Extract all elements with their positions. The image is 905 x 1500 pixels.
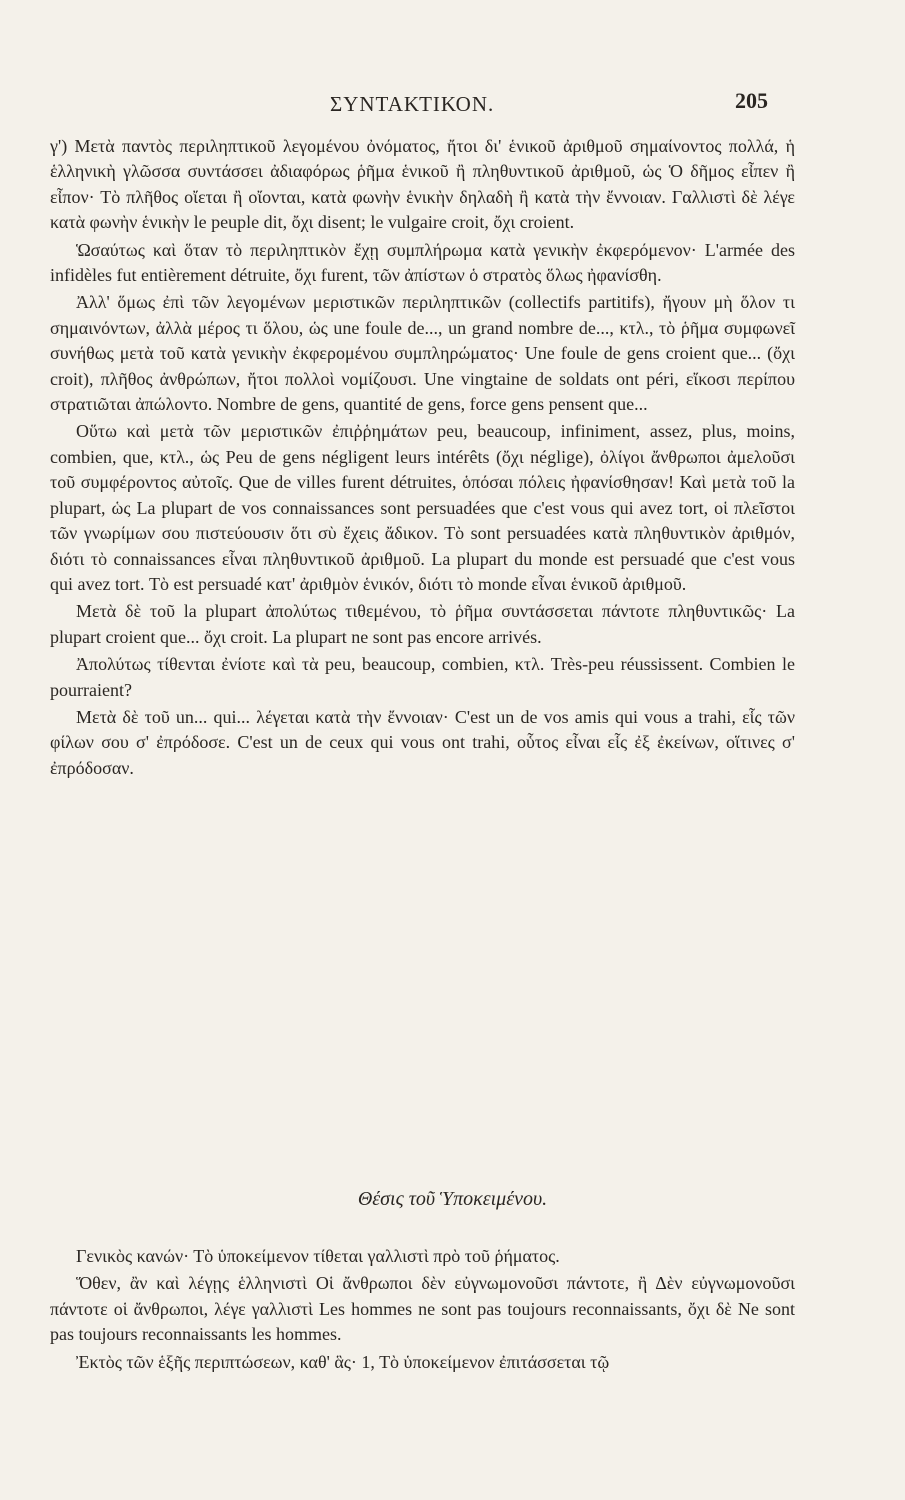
paragraph: Μετὰ δὲ τοῦ un... qui... λέγεται κατὰ τὴν ἔννοιαν· C'est un de vos amis qui vous a trahi, εἷς τῶν φίλων σου σ' ἐπρόδοσε. C'est un de ceux qui vous ont trahi, οὗτος εἶναι εἷς ἐξ ἐκείνων, οἵτινες σ' ἐπρόδοσαν.: [50, 706, 795, 778]
running-title: ΣΥΝΤΑΚΤΙΚΟΝ.: [330, 92, 495, 116]
paragraph: γ') Μετὰ παντὸς περιληπτικοῦ λεγομένου ὀνόματος, ἤτοι δι' ἑνικοῦ ἀριθμοῦ σημαίνοντος πολλά, ἡ ἑλληνικὴ γλῶσσα συντάσσει ἀδιαφόρως ῥῆμα ἑνικοῦ ἢ πληθυντικοῦ ἀριθμοῦ, ὡς Ὁ δῆμος εἶπεν ἢ εἶπον· Τὸ πλῆθος οἴεται ἢ οἴονται, κατὰ φωνὴν ἑνικὴν δηλαδὴ ἢ κατὰ τὴν ἔννοιαν. Γαλλιστὶ δὲ λέγε κατὰ φωνὴν ἑνικὴν le peuple dit, ὄχι disent; le vulgaire croit, ὄχι croient.: [50, 136, 795, 233]
paragraph: Ἐκτὸς τῶν ἑξῆς περιπτώσεων, καθ' ἃς· 1, Τὸ ὑποκείμενον ἐπιτάσσεται τῷ: [76, 1351, 610, 1372]
running-head: [0, 88, 905, 122]
paragraph: Γενικὸς κανών· Τὸ ὑποκείμενον τίθεται γαλλιστὶ πρὸ τοῦ ῥήματος.: [76, 1246, 560, 1266]
paragraph: Οὕτω καὶ μετὰ τῶν μεριστικῶν ἐπιῤῥημάτων peu, beaucoup, infiniment, assez, plus, moins, combien, que, κτλ., ὡς Peu de gens négligent leurs intérêts (ὄχι néglige), ὀλίγοι ἄνθρωποι ἀμελοῦσι τοῦ συμφέροντος αὐτοῖς. Que de villes furent détruites, ὁπόσαι πόλεις ἠφανίσθησαν! Καὶ μετὰ τοῦ la plupart, ὡς La plupart de vos connaissances sont persuadées que c'est vous qui avez tort, οἱ πλεῖστοι τῶν γνωρίμων σου πιστεύουσιν ὅτι σὺ ἔχεις ἄδικον. Τὸ sont persuadées κατὰ πληθυντικὸν ἀριθμόν, διότι τὸ connaissances εἶναι πληθυντικοῦ ἀριθμοῦ. La plupart du monde est persuadé que c'est vous qui avez tort. Τὸ est persuadé κατ' ἀριθμὸν ἑνικόν, διότι τὸ monde εἶναι ἑνικοῦ ἀριθμοῦ.: [50, 421, 795, 594]
lower-text: [50, 1244, 795, 1377]
body-text: [50, 134, 795, 783]
paragraph: Ἀπολύτως τίθενται ἐνίοτε καὶ τὰ peu, beaucoup, combien, κτλ. Très-peu réussissent. Combien le pourraient?: [50, 654, 795, 700]
paragraph: Ὅθεν, ἂν καὶ λέγῃς ἑλληνιστὶ Οἱ ἄνθρωποι δὲν εὐγνωμονοῦσι πάντοτε, ἢ Δὲν εὐγνωμονοῦσι πάντοτε οἱ ἄνθρωποι, λέγε γαλλιστὶ Les hommes ne sont pas toujours reconnaissants, ὄχι δὲ Ne sont pas toujours reconnaissants les hommes.: [50, 1273, 795, 1345]
section-heading: Θέσις τοῦ Ὑποκειμένου.: [357, 1188, 548, 1210]
paragraph: Ἀλλ' ὅμως ἐπὶ τῶν λεγομένων μεριστικῶν περιληπτικῶν (collectifs partitifs), ἤγουν μὴ ὅλον τι σημαινόντων, ἀλλὰ μέρος τι ὅλου, ὡς une foule de..., un grand nombre de..., κτλ., τὸ ῥῆμα συμφωνεῖ συνήθως μετὰ τοῦ κατὰ γενικὴν ἐκφερομένου συμπληρώματος· Une foule de gens croient que... (ὄχι croit), πλῆθος ἀνθρώπων, ἤτοι πολλοὶ νομίζουσι. Une vingtaine de soldats ont péri, εἴκοσι περίπου στρατιῶται ἀπώλοντο. Nombre de gens, quantité de gens, force gens pensent que...: [50, 292, 795, 415]
page-number: 205: [735, 88, 768, 113]
paragraph: Ὡσαύτως καὶ ὅταν τὸ περιληπτικὸν ἔχῃ συμπλήρωμα κατὰ γενικὴν ἐκφερόμενον· L'armée des infidèles fut entièrement détruite, ὄχι furent, τῶν ἀπίστων ὁ στρατὸς ὅλως ἠφανίσθη.: [50, 239, 795, 286]
paragraph: Μετὰ δὲ τοῦ la plupart ἀπολύτως τιθεμένου, τὸ ῥῆμα συντάσσεται πάντοτε πληθυντικῶς· La plupart croient que... ὄχι croit. La plupart ne sont pas encore arrivés.: [50, 601, 795, 647]
